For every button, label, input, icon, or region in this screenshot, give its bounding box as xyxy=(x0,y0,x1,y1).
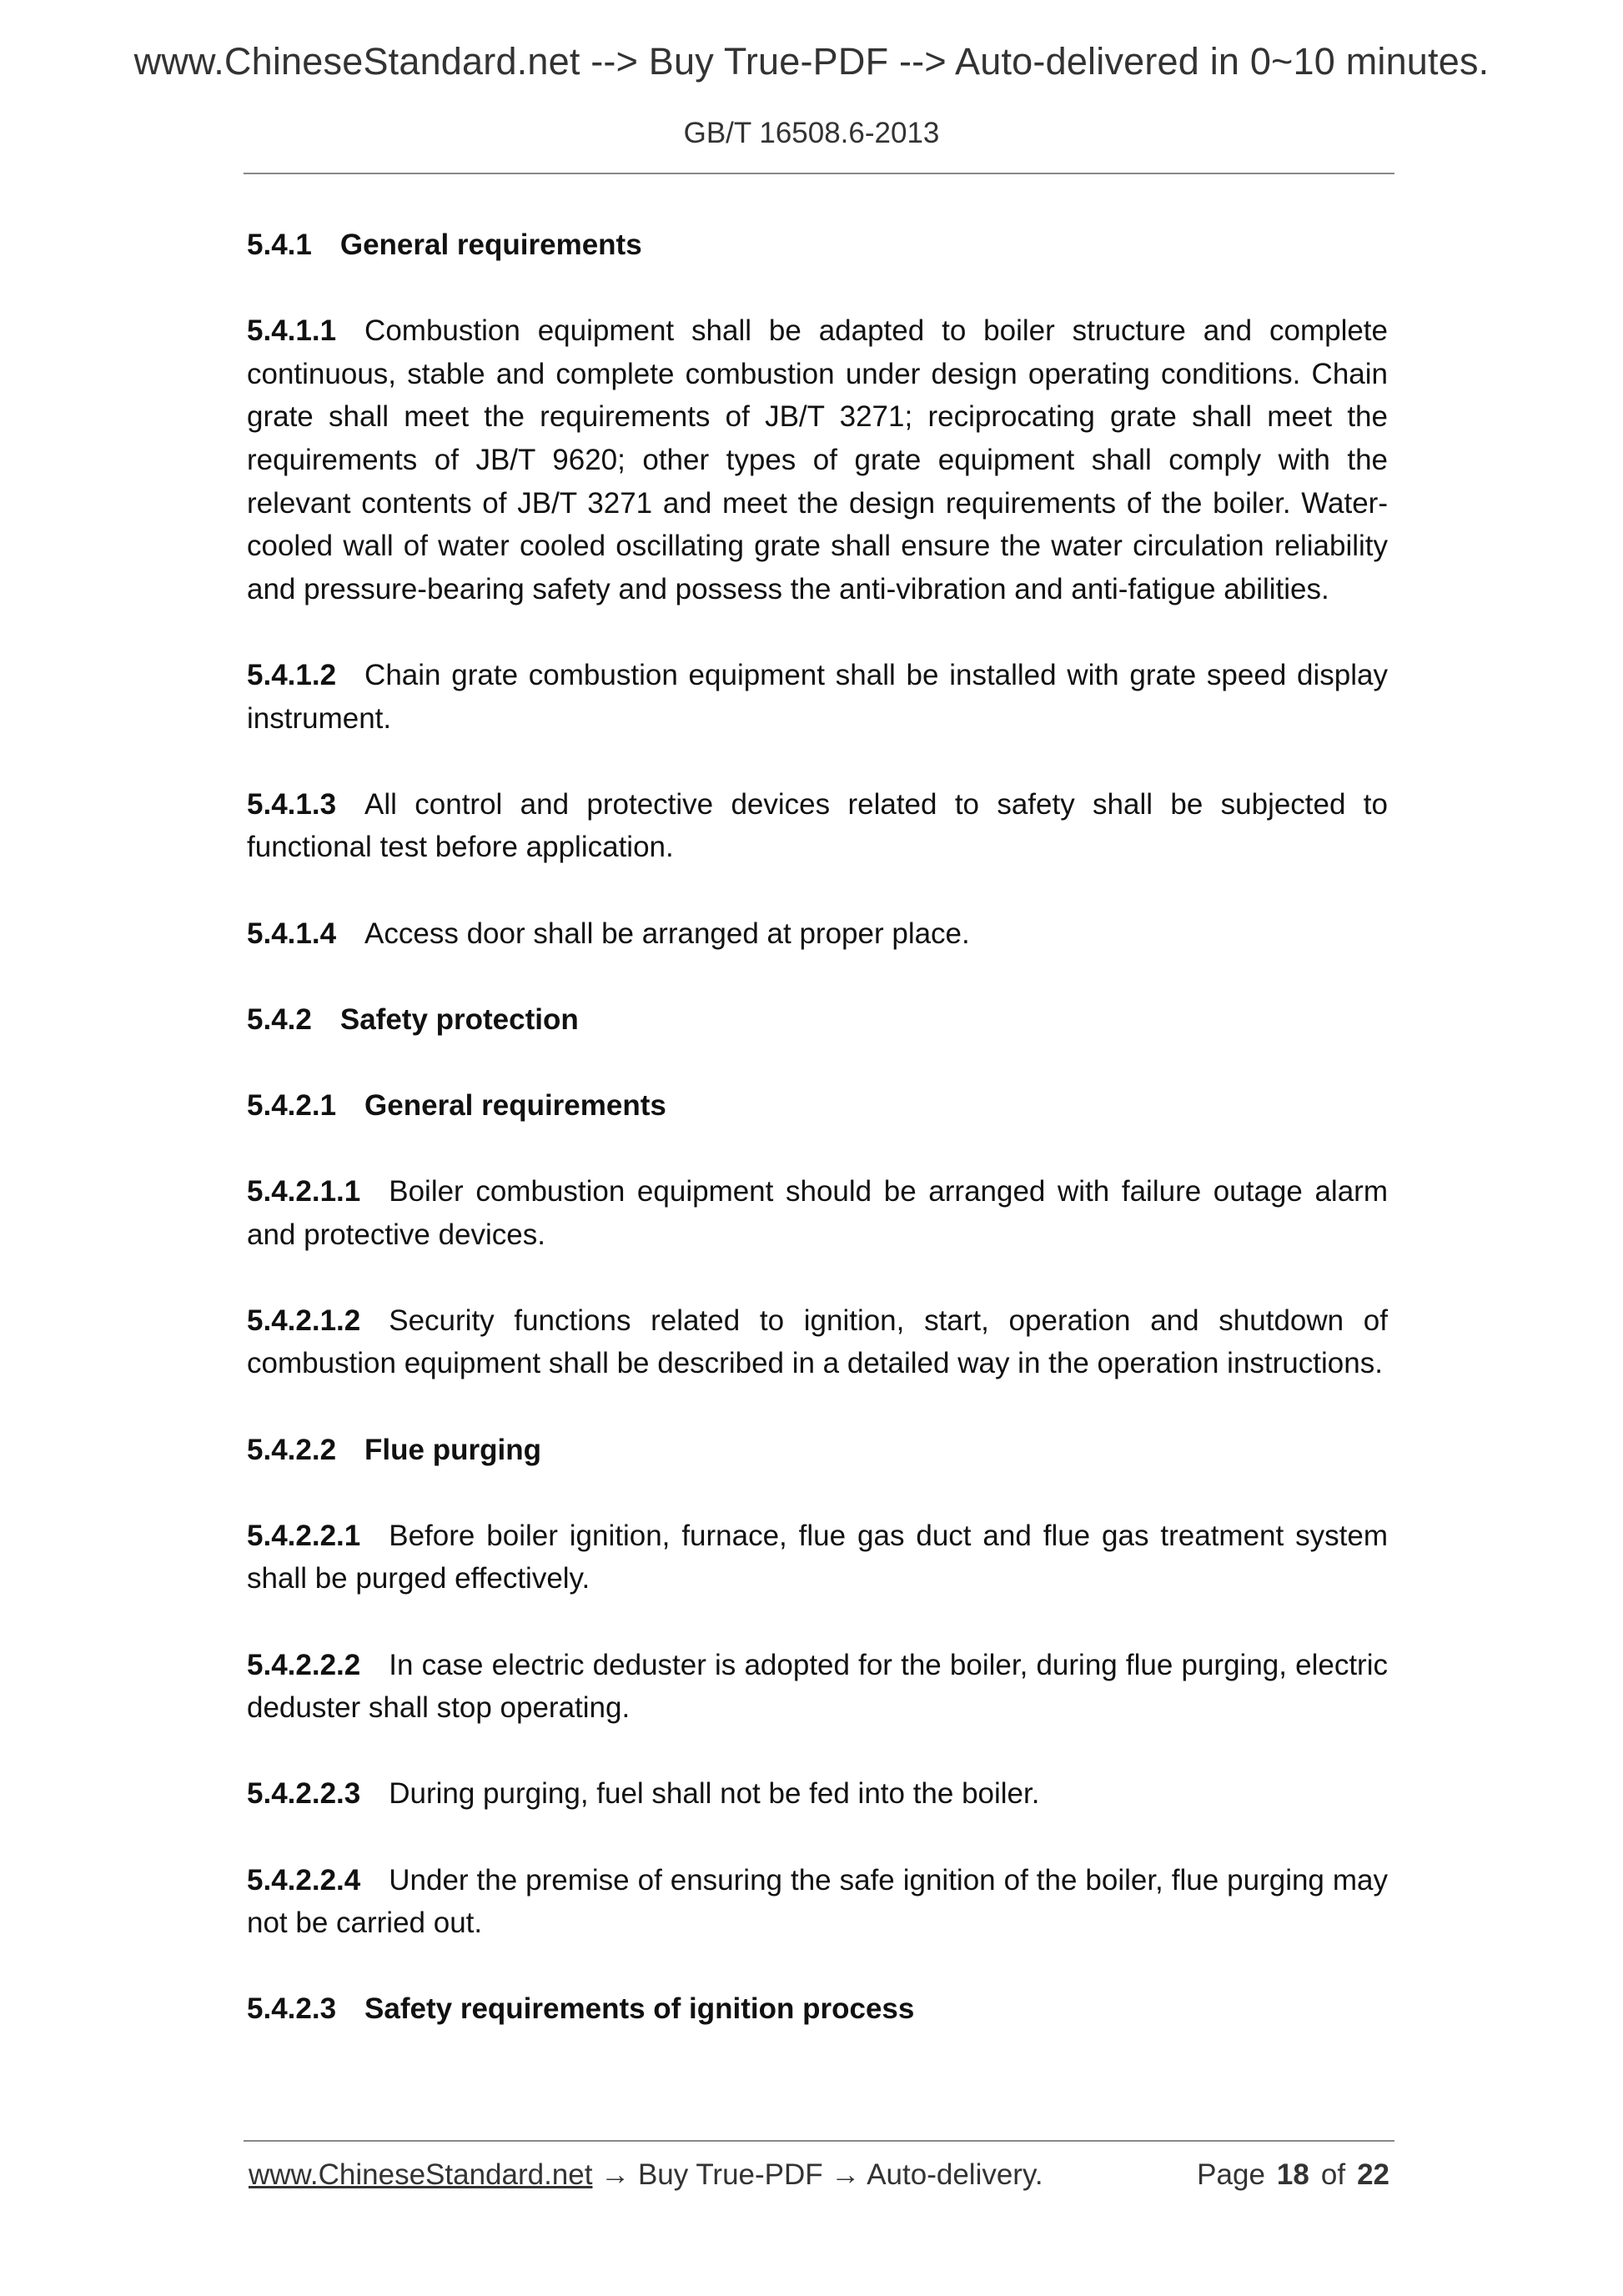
clause-text: Combustion equipment shall be adapted to boiler structure and complete continuous, stable and complete combustion under design operating conditions. Chain grate shall meet the requirements of JB/T 3271; reciprocating grate shall meet the requirements of JB/T 9620; other types of grate equipment shall comply with the relevant contents of JB/T 3271 and meet the design requirements of the boiler. Water-cooled wall of water cooled oscillating grate shall ensure the water circulation reliability and pressure-bearing safety and possess the anti-vibration and anti-fatigue abilities. xyxy=(247,314,1388,605)
clause-5-4-2-2-1 xyxy=(247,1515,1388,1600)
section-number: 5.4.2.2 xyxy=(247,1433,337,1466)
clause-text: Access door shall be arranged at proper place. xyxy=(364,917,970,950)
clause-number: 5.4.2.2.2 xyxy=(247,1648,361,1681)
of-label: of xyxy=(1320,2158,1346,2191)
footer-delivery-text: Auto-delivery. xyxy=(867,2158,1043,2191)
section-5-4-2-1 xyxy=(247,1084,1388,1128)
clause-text: All control and protective devices related to safety shall be subjected to functional test before application. xyxy=(247,787,1388,864)
section-heading: General requirements xyxy=(339,229,642,261)
document-body xyxy=(247,224,1388,2074)
site-banner: www.ChineseStandard.net --> Buy True-PDF --> Auto-delivered in 0~10 minutes. xyxy=(133,40,1490,83)
clause-5-4-2-2-2 xyxy=(247,1644,1388,1730)
clause-text: Security functions related to ignition, start, operation and shutdown of combustion equipment shall be described in a detailed way in the operation instructions. xyxy=(247,1304,1388,1380)
clause-text: Under the premise of ensuring the safe ignition of the boiler, flue purging may not be carried out. xyxy=(247,1863,1388,1940)
section-number: 5.4.2 xyxy=(247,1002,312,1036)
clause-number: 5.4.2.2.1 xyxy=(247,1519,361,1552)
page-indicator xyxy=(1197,2158,1389,2192)
header-divider xyxy=(244,173,1394,174)
section-number: 5.4.2.3 xyxy=(247,1992,337,2026)
clause-number: 5.4.2.2.3 xyxy=(247,1777,361,1811)
section-5-4-2 xyxy=(247,998,1388,1042)
clause-number: 5.4.1.4 xyxy=(247,917,337,950)
clause-5-4-1-3 xyxy=(247,783,1388,869)
footer-site-link[interactable]: www.ChineseStandard.net xyxy=(249,2158,593,2191)
section-number: 5.4.2.1 xyxy=(247,1088,337,1122)
section-heading: Safety requirements of ignition process xyxy=(364,1992,915,2026)
current-page-number: 18 xyxy=(1276,2158,1309,2191)
standard-code: GB/T 16508.6-2013 xyxy=(683,117,940,149)
clause-text: Boiler combustion equipment should be arranged with failure outage alarm and protective devices. xyxy=(247,1175,1388,1251)
clause-number: 5.4.2.1.1 xyxy=(247,1175,361,1208)
clause-number: 5.4.1.1 xyxy=(247,314,337,348)
page-label: Page xyxy=(1197,2158,1265,2191)
section-number: 5.4.1 xyxy=(247,229,312,261)
total-page-number: 22 xyxy=(1357,2158,1389,2191)
clause-text: During purging, fuel shall not be fed into the boiler. xyxy=(389,1777,1040,1811)
clause-5-4-2-2-4 xyxy=(247,1859,1388,1945)
section-heading: Safety protection xyxy=(339,1002,579,1036)
clause-text: In case electric deduster is adopted for the boiler, during flue purging, electric deduster shall stop operating. xyxy=(247,1648,1388,1725)
clause-5-4-2-1-2 xyxy=(247,1299,1388,1385)
section-5-4-2-3 xyxy=(247,1987,1388,2031)
arrow-right-icon: → xyxy=(831,2158,861,2191)
section-5-4-1 xyxy=(247,224,1388,267)
section-5-4-2-2 xyxy=(247,1429,1388,1472)
clause-text: Chain grate combustion equipment shall be installed with grate speed display instrument. xyxy=(247,658,1388,735)
clause-5-4-1-2 xyxy=(247,654,1388,740)
arrow-right-icon: → xyxy=(600,2158,631,2191)
section-heading: Flue purging xyxy=(364,1433,541,1466)
clause-number: 5.4.2.1.2 xyxy=(247,1304,361,1337)
clause-5-4-1-1 xyxy=(247,309,1388,610)
clause-5-4-2-2-3 xyxy=(247,1772,1388,1816)
clause-number: 5.4.1.2 xyxy=(247,658,337,691)
clause-5-4-2-1-1 xyxy=(247,1170,1388,1256)
clause-5-4-1-4 xyxy=(247,912,1388,956)
clause-number: 5.4.2.2.4 xyxy=(247,1863,361,1897)
page-footer xyxy=(249,2140,1391,2190)
clause-number: 5.4.1.3 xyxy=(247,787,337,821)
footer-promo xyxy=(249,2158,1043,2192)
section-heading: General requirements xyxy=(364,1088,666,1122)
clause-text: Before boiler ignition, furnace, flue gas duct and flue gas treatment system shall be purged effectively. xyxy=(247,1519,1388,1595)
footer-buy-text: Buy True-PDF xyxy=(637,2158,823,2191)
